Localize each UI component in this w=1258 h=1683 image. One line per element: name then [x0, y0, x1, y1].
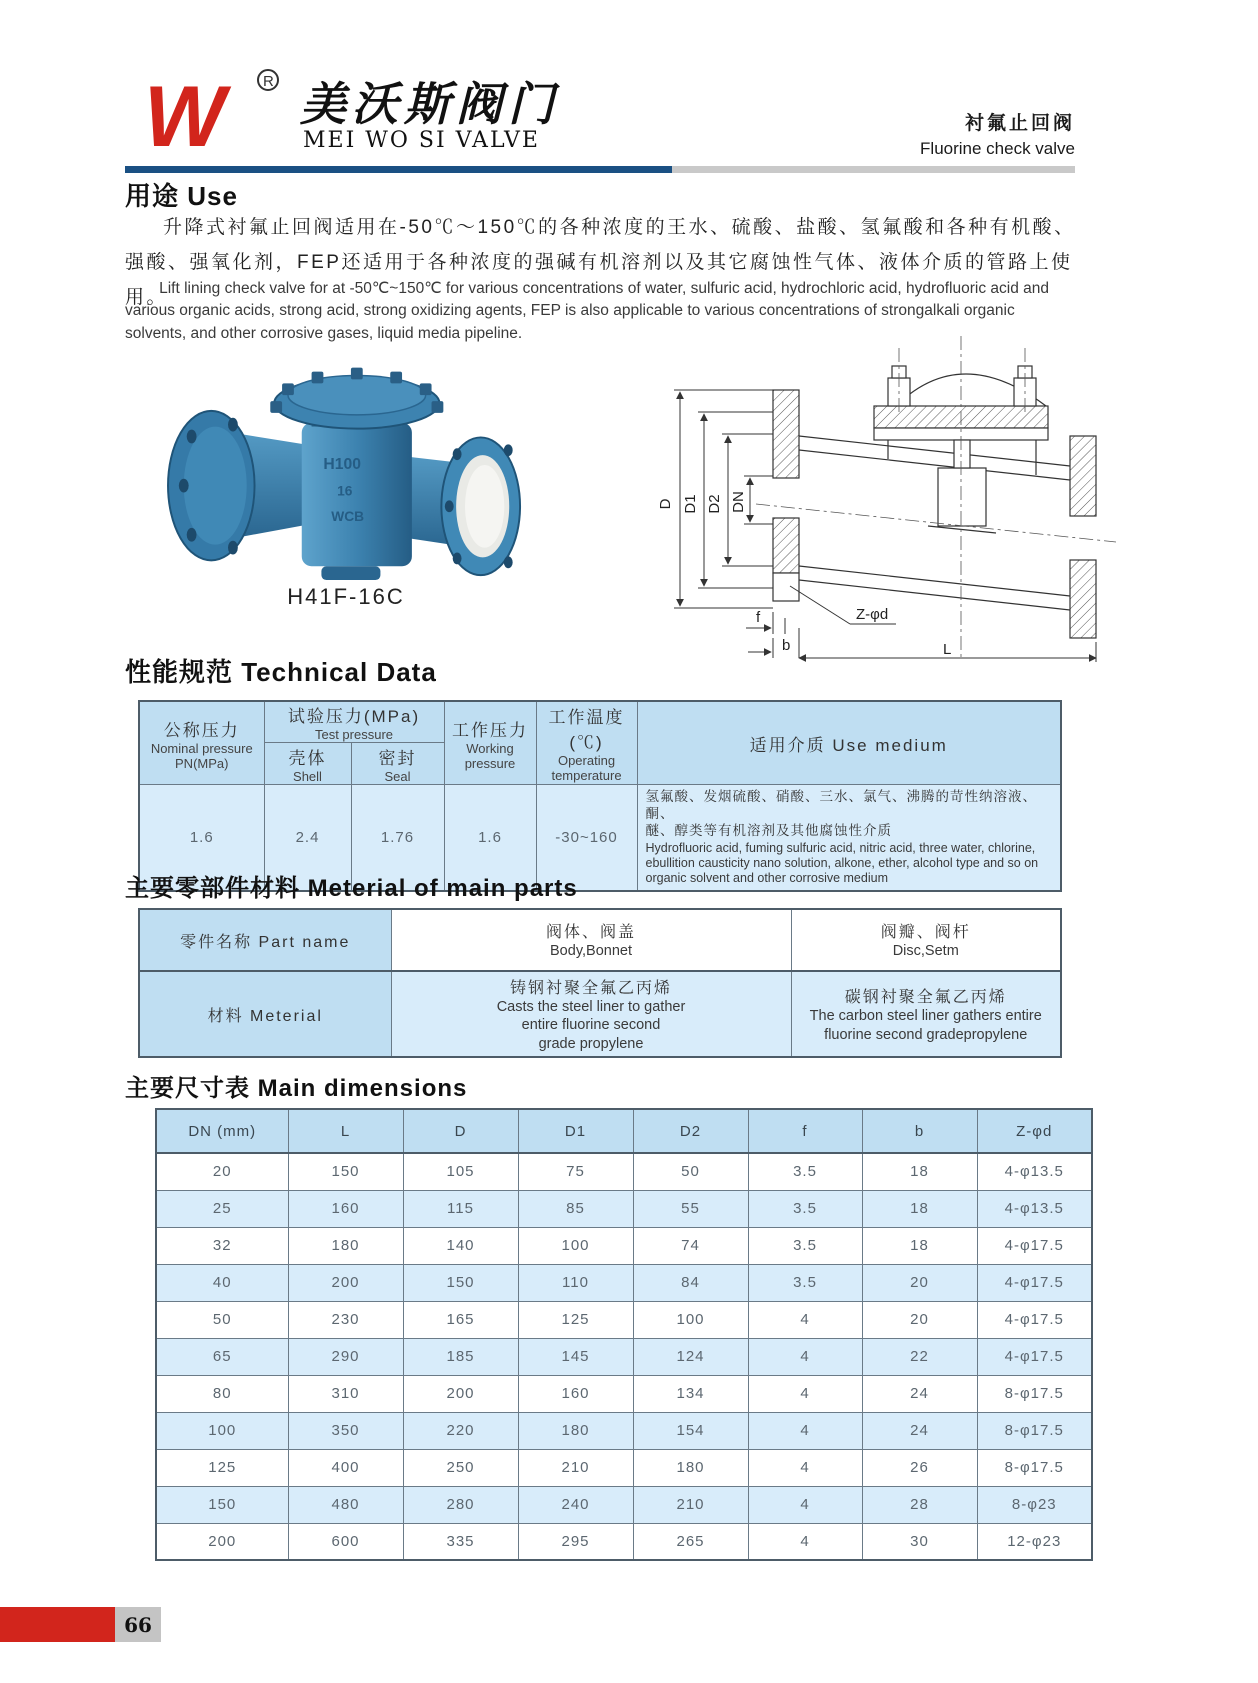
dimension-cell: 80: [156, 1375, 288, 1412]
dimension-cell: 140: [403, 1227, 518, 1264]
dimension-cell: 100: [633, 1301, 748, 1338]
dimension-cell: 4-φ13.5: [977, 1153, 1092, 1190]
footer-red-bar: [0, 1607, 115, 1642]
dimension-cell: 3.5: [748, 1227, 862, 1264]
dimension-cell: 32: [156, 1227, 288, 1264]
col-use-medium: 适用介质 Use medium: [637, 701, 1061, 785]
dimension-cell: 280: [403, 1486, 518, 1523]
header-rule-gray: [672, 166, 1075, 173]
col-shell: 壳体 Shell: [264, 743, 351, 785]
table-row: [156, 1412, 1092, 1449]
dimension-cell: 4-φ17.5: [977, 1338, 1092, 1375]
dimension-cell: 400: [288, 1449, 403, 1486]
table-row: [156, 1227, 1092, 1264]
dimension-cell: 4: [748, 1486, 862, 1523]
svg-text:WCB: WCB: [331, 509, 365, 525]
dimension-cell: 4: [748, 1523, 862, 1560]
dimension-cell: 290: [288, 1338, 403, 1375]
dim-label-f: f: [756, 609, 761, 626]
svg-text:16: 16: [337, 483, 353, 499]
model-number: H41F-16C: [287, 584, 405, 609]
dimension-column-header: L: [288, 1109, 403, 1153]
col-working-pressure: 工作压力 Working pressure: [444, 701, 536, 785]
dimension-cell: 310: [288, 1375, 403, 1412]
dimension-cell: 150: [156, 1486, 288, 1523]
material-label: 材料 Meterial: [139, 971, 391, 1057]
dimension-cell: 4-φ17.5: [977, 1301, 1092, 1338]
dimension-cell: 125: [156, 1449, 288, 1486]
col-seal: 密封 Seal: [351, 743, 444, 785]
dimension-column-header: Z-φd: [977, 1109, 1092, 1153]
dimension-cell: 84: [633, 1264, 748, 1301]
brand-name-en: MEI WO SI VALVE: [303, 128, 540, 153]
value-working: 1.6: [444, 785, 536, 891]
header-rule-blue: [125, 166, 672, 173]
value-medium: 氢氟酸、发烟硫酸、硝酸、三水、氯气、沸腾的苛性纳溶液、酮、 醚、醇类等有机溶剂及其他腐蚀性介质 Hydrofluoric acid, fuming sulfuric acid, nitric acid, three water, chlorine, ebullition causticity nano solution, alkone, ether, alcohol type and so on organic solvent and other corrosive medium: [637, 785, 1061, 891]
table-row: [156, 1338, 1092, 1375]
disc-material: 碳钢衬聚全氟乙丙烯 The carbon steel liner gathers entire fluorine second gradepropylene: [791, 971, 1061, 1057]
dimensions-table: [155, 1108, 1093, 1561]
dimension-column-header: D1: [518, 1109, 633, 1153]
dimension-cell: 28: [862, 1486, 977, 1523]
dimension-cell: 160: [518, 1375, 633, 1412]
dim-label-l: L: [943, 641, 952, 658]
dimension-cell: 165: [403, 1301, 518, 1338]
dimension-cell: 24: [862, 1375, 977, 1412]
dimension-cell: 74: [633, 1227, 748, 1264]
dimension-cell: 134: [633, 1375, 748, 1412]
dimension-column-header: D2: [633, 1109, 748, 1153]
dimension-cell: 4: [748, 1301, 862, 1338]
dimension-cell: 240: [518, 1486, 633, 1523]
materials-section-title: 主要零部件材料 Meterial of main parts: [125, 875, 578, 902]
technical-data-table: [138, 700, 1062, 892]
dimension-cell: 4: [748, 1449, 862, 1486]
materials-table: [138, 908, 1062, 1058]
svg-text:W: W: [144, 69, 226, 162]
dimension-cell: 105: [403, 1153, 518, 1190]
product-title-block: [920, 108, 1075, 159]
dimension-cell: 4-φ17.5: [977, 1264, 1092, 1301]
dimension-cell: 265: [633, 1523, 748, 1560]
dimension-cell: 12-φ23: [977, 1523, 1092, 1560]
dimension-cell: 4-φ13.5: [977, 1190, 1092, 1227]
table-row: [156, 1301, 1092, 1338]
dimension-cell: 8-φ17.5: [977, 1375, 1092, 1412]
dimension-cell: 480: [288, 1486, 403, 1523]
dimension-cell: 40: [156, 1264, 288, 1301]
dimension-cell: 295: [518, 1523, 633, 1560]
dimension-cell: 18: [862, 1227, 977, 1264]
dimension-cell: 50: [633, 1153, 748, 1190]
dimension-cell: 350: [288, 1412, 403, 1449]
dimension-cell: 20: [862, 1264, 977, 1301]
dimension-cell: 3.5: [748, 1264, 862, 1301]
dim-label-zphid: Z-φd: [856, 606, 889, 623]
use-text-cn: 升降式衬氟止回阀适用在-50℃～150℃的各种浓度的王水、硫酸、盐酸、氢氟酸和各种有机酸、强酸、强氧化剂，FEP还适用于各种浓度的强碱有机溶剂以及其它腐蚀性气体、液体介质的管路上使用。: [125, 217, 1076, 309]
dim-label-d: D: [657, 498, 674, 510]
body-material: 铸钢衬聚全氟乙丙烯 Casts the steel liner to gather entire fluorine second grade propylene: [391, 971, 791, 1057]
dimension-cell: 65: [156, 1338, 288, 1375]
brand-logo-icon: [142, 62, 292, 162]
dimension-cell: 30: [862, 1523, 977, 1560]
dim-label-dn: DN: [730, 491, 747, 513]
dimension-cell: 125: [518, 1301, 633, 1338]
dim-label-b: b: [782, 637, 791, 654]
table-row: [156, 1375, 1092, 1412]
use-text-en: Lift lining check valve for at -50℃~150℃ for various concentrations of water, sulfuric acid, hydrochloric acid, hydrofluoric acid and various organic acids, strong acid, strong oxidizing agents, FEP is also applicable to various concentrations of strongalkali organic solvents, and other corrosive gases, liquid media pipeline.: [125, 280, 1049, 342]
dimension-cell: 50: [156, 1301, 288, 1338]
dimensions-tbody: [156, 1153, 1092, 1560]
dimension-cell: 4: [748, 1375, 862, 1412]
dimension-cell: 110: [518, 1264, 633, 1301]
part-name-label: 零件名称 Part name: [139, 909, 391, 971]
dimension-cell: 18: [862, 1153, 977, 1190]
dimension-cell: 150: [288, 1153, 403, 1190]
valve-photo: [150, 346, 542, 582]
part-body-bonnet: 阀体、阀盖 Body,Bonnet: [391, 909, 791, 971]
dim-label-d2: D2: [706, 494, 723, 514]
dimension-column-header: D: [403, 1109, 518, 1153]
dimension-cell: 154: [633, 1412, 748, 1449]
dimension-cell: 8-φ17.5: [977, 1449, 1092, 1486]
dimension-cell: 150: [403, 1264, 518, 1301]
dimension-cell: 25: [156, 1190, 288, 1227]
dim-label-d1: D1: [682, 494, 699, 514]
dimension-cell: 115: [403, 1190, 518, 1227]
dimension-cell: 185: [403, 1338, 518, 1375]
dimension-cell: 8-φ17.5: [977, 1412, 1092, 1449]
part-disc-stem: 阀瓣、阀杆 Disc,Setm: [791, 909, 1061, 971]
col-operating-temperature: 工作温度(℃) Operating temperature: [536, 701, 637, 785]
dimension-cell: 200: [403, 1375, 518, 1412]
value-shell: 2.4: [264, 785, 351, 891]
dimension-column-header: f: [748, 1109, 862, 1153]
dimension-cell: 100: [156, 1412, 288, 1449]
dimensions-header-row: [156, 1109, 1092, 1153]
table-row: [156, 1523, 1092, 1560]
dimension-cell: 4: [748, 1338, 862, 1375]
dimension-cell: 124: [633, 1338, 748, 1375]
dimension-cell: 180: [633, 1449, 748, 1486]
dimension-cell: 55: [633, 1190, 748, 1227]
product-name-en: Fluorine check valve: [920, 139, 1075, 158]
dimension-cell: 335: [403, 1523, 518, 1560]
dimension-cell: 230: [288, 1301, 403, 1338]
page-number: 66: [124, 1612, 152, 1637]
dimension-cell: 160: [288, 1190, 403, 1227]
dimension-cell: 180: [518, 1412, 633, 1449]
dimension-cell: 210: [633, 1486, 748, 1523]
dimension-cell: 100: [518, 1227, 633, 1264]
dimension-cell: 180: [288, 1227, 403, 1264]
dimension-cell: 200: [288, 1264, 403, 1301]
dimension-cell: 600: [288, 1523, 403, 1560]
use-section-title: 用途 Use: [125, 181, 238, 211]
page-number-box: [115, 1607, 161, 1642]
dimension-cell: 20: [156, 1153, 288, 1190]
table-row: [156, 1264, 1092, 1301]
value-temperature: -30~160: [536, 785, 637, 891]
table-row: [156, 1190, 1092, 1227]
table-row: [156, 1153, 1092, 1190]
dimension-cell: 220: [403, 1412, 518, 1449]
technical-drawing: [638, 328, 1130, 666]
dimensions-section-title: 主要尺寸表 Main dimensions: [125, 1075, 468, 1102]
technical-section-title: 性能规范 Technical Data: [125, 657, 437, 687]
dimension-cell: 3.5: [748, 1190, 862, 1227]
dimension-column-header: DN (mm): [156, 1109, 288, 1153]
dimension-cell: 4-φ17.5: [977, 1227, 1092, 1264]
dimension-cell: 200: [156, 1523, 288, 1560]
svg-text:H100: H100: [323, 455, 361, 473]
dimension-cell: 3.5: [748, 1153, 862, 1190]
table-row: [156, 1486, 1092, 1523]
dimension-cell: 20: [862, 1301, 977, 1338]
product-name-cn: 衬氟止回阀: [964, 113, 1075, 134]
dimension-column-header: b: [862, 1109, 977, 1153]
dimension-cell: 85: [518, 1190, 633, 1227]
svg-text:R: R: [263, 73, 274, 90]
col-nominal-pressure: 公称压力 Nominal pressure PN(MPa): [139, 701, 264, 785]
dimension-cell: 210: [518, 1449, 633, 1486]
dimension-cell: 24: [862, 1412, 977, 1449]
brand-name-cn: 美沃斯阀门: [300, 77, 560, 131]
value-seal: 1.76: [351, 785, 444, 891]
dimension-cell: 18: [862, 1190, 977, 1227]
dimension-cell: 4: [748, 1412, 862, 1449]
dimension-cell: 250: [403, 1449, 518, 1486]
value-pn: 1.6: [139, 785, 264, 891]
dimension-cell: 145: [518, 1338, 633, 1375]
dimension-cell: 22: [862, 1338, 977, 1375]
dimension-cell: 8-φ23: [977, 1486, 1092, 1523]
dimension-cell: 26: [862, 1449, 977, 1486]
table-row: [156, 1449, 1092, 1486]
col-test-pressure: 试验压力(MPa) Test pressure: [264, 701, 444, 743]
dimension-cell: 75: [518, 1153, 633, 1190]
